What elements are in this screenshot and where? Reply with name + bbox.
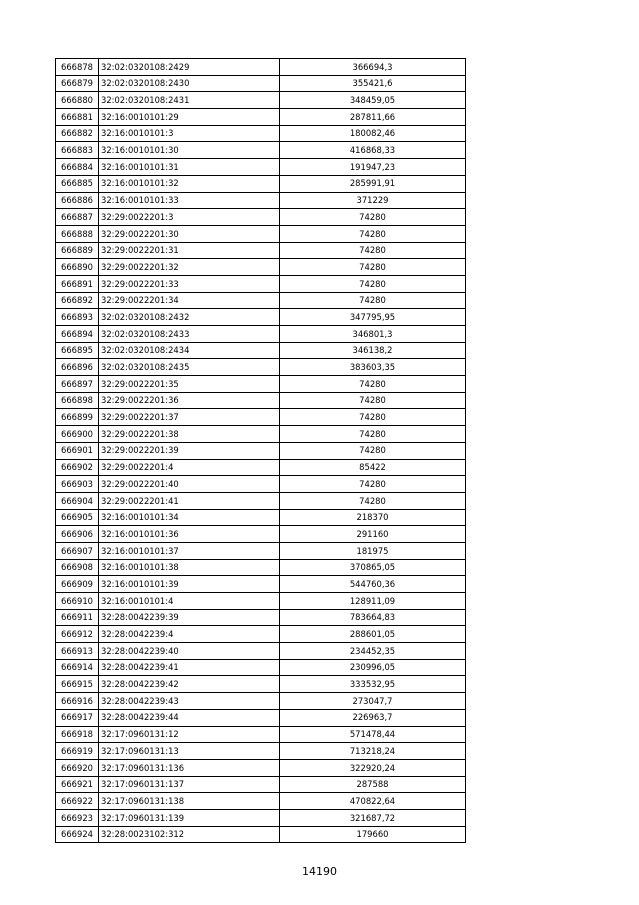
table-row xyxy=(56,626,466,643)
cadastral-number-cell: 32:16:0010101:29 xyxy=(99,109,280,126)
row-id-cell: 666890 xyxy=(56,259,99,276)
row-id-cell: 666892 xyxy=(56,292,99,309)
cadastral-number-cell: 32:16:0010101:30 xyxy=(99,142,280,159)
value-cell: 322920,24 xyxy=(280,759,466,776)
cadastral-number-cell: 32:28:0042239:43 xyxy=(99,693,280,710)
value-cell: 416868,33 xyxy=(280,142,466,159)
value-cell: 346801,3 xyxy=(280,326,466,343)
table-row xyxy=(56,659,466,676)
cadastral-number-cell: 32:02:0320108:2435 xyxy=(99,359,280,376)
value-cell: 74280 xyxy=(280,292,466,309)
row-id-cell: 666919 xyxy=(56,743,99,760)
cadastral-value-table xyxy=(55,58,466,843)
cadastral-number-cell: 32:29:0022201:32 xyxy=(99,259,280,276)
cadastral-number-cell: 32:28:0042239:41 xyxy=(99,659,280,676)
cadastral-number-cell: 32:29:0022201:35 xyxy=(99,376,280,393)
row-id-cell: 666920 xyxy=(56,759,99,776)
cadastral-number-cell: 32:29:0022201:36 xyxy=(99,392,280,409)
value-cell: 371229 xyxy=(280,192,466,209)
cadastral-number-cell: 32:16:0010101:36 xyxy=(99,526,280,543)
table-row xyxy=(56,209,466,226)
table-row xyxy=(56,376,466,393)
cadastral-number-cell: 32:02:0320108:2434 xyxy=(99,342,280,359)
cadastral-number-cell: 32:16:0010101:37 xyxy=(99,542,280,559)
value-cell: 74280 xyxy=(280,392,466,409)
row-id-cell: 666917 xyxy=(56,709,99,726)
value-cell: 291160 xyxy=(280,526,466,543)
value-cell: 179660 xyxy=(280,826,466,843)
value-cell: 128911,09 xyxy=(280,593,466,610)
cadastral-number-cell: 32:28:0023102:312 xyxy=(99,826,280,843)
row-id-cell: 666889 xyxy=(56,242,99,259)
row-id-cell: 666878 xyxy=(56,59,99,76)
cadastral-number-cell: 32:29:0022201:40 xyxy=(99,476,280,493)
value-cell: 74280 xyxy=(280,442,466,459)
row-id-cell: 666916 xyxy=(56,693,99,710)
value-cell: 355421,6 xyxy=(280,75,466,92)
row-id-cell: 666888 xyxy=(56,225,99,242)
value-cell: 85422 xyxy=(280,459,466,476)
table-row xyxy=(56,59,466,76)
table-row xyxy=(56,743,466,760)
table-row xyxy=(56,275,466,292)
table-row xyxy=(56,309,466,326)
value-cell: 230996,05 xyxy=(280,659,466,676)
row-id-cell: 666884 xyxy=(56,159,99,176)
table-row xyxy=(56,109,466,126)
row-id-cell: 666879 xyxy=(56,75,99,92)
row-id-cell: 666918 xyxy=(56,726,99,743)
table-row xyxy=(56,442,466,459)
row-id-cell: 666923 xyxy=(56,809,99,826)
table-row xyxy=(56,776,466,793)
table-row xyxy=(56,759,466,776)
table-row xyxy=(56,643,466,660)
cadastral-number-cell: 32:29:0022201:3 xyxy=(99,209,280,226)
row-id-cell: 666900 xyxy=(56,426,99,443)
table-row xyxy=(56,326,466,343)
value-cell: 287588 xyxy=(280,776,466,793)
value-cell: 287811,66 xyxy=(280,109,466,126)
value-cell: 783664,83 xyxy=(280,609,466,626)
table-row xyxy=(56,192,466,209)
row-id-cell: 666902 xyxy=(56,459,99,476)
row-id-cell: 666910 xyxy=(56,593,99,610)
table-row xyxy=(56,542,466,559)
table-row xyxy=(56,359,466,376)
table-row xyxy=(56,342,466,359)
cadastral-number-cell: 32:28:0042239:39 xyxy=(99,609,280,626)
row-id-cell: 666915 xyxy=(56,676,99,693)
cadastral-number-cell: 32:02:0320108:2430 xyxy=(99,75,280,92)
value-cell: 74280 xyxy=(280,376,466,393)
row-id-cell: 666898 xyxy=(56,392,99,409)
row-id-cell: 666894 xyxy=(56,326,99,343)
row-id-cell: 666912 xyxy=(56,626,99,643)
table-row xyxy=(56,826,466,843)
cadastral-number-cell: 32:16:0010101:34 xyxy=(99,509,280,526)
table-row xyxy=(56,175,466,192)
value-cell: 713218,24 xyxy=(280,743,466,760)
table-row xyxy=(56,75,466,92)
cadastral-number-cell: 32:16:0010101:4 xyxy=(99,593,280,610)
cadastral-number-cell: 32:16:0010101:38 xyxy=(99,559,280,576)
value-cell: 234452,35 xyxy=(280,643,466,660)
table-row xyxy=(56,392,466,409)
value-cell: 74280 xyxy=(280,426,466,443)
value-cell: 321687,72 xyxy=(280,809,466,826)
row-id-cell: 666882 xyxy=(56,125,99,142)
table-row xyxy=(56,259,466,276)
value-cell: 74280 xyxy=(280,242,466,259)
row-id-cell: 666921 xyxy=(56,776,99,793)
table-row xyxy=(56,526,466,543)
table-row xyxy=(56,142,466,159)
row-id-cell: 666904 xyxy=(56,492,99,509)
value-cell: 191947,23 xyxy=(280,159,466,176)
value-cell: 74280 xyxy=(280,409,466,426)
table-body xyxy=(56,59,466,843)
cadastral-number-cell: 32:16:0010101:32 xyxy=(99,175,280,192)
cadastral-number-cell: 32:17:0960131:139 xyxy=(99,809,280,826)
cadastral-number-cell: 32:16:0010101:31 xyxy=(99,159,280,176)
row-id-cell: 666885 xyxy=(56,175,99,192)
cadastral-number-cell: 32:29:0022201:30 xyxy=(99,225,280,242)
cadastral-number-cell: 32:17:0960131:137 xyxy=(99,776,280,793)
row-id-cell: 666886 xyxy=(56,192,99,209)
value-cell: 74280 xyxy=(280,225,466,242)
value-cell: 74280 xyxy=(280,492,466,509)
value-cell: 273047,7 xyxy=(280,693,466,710)
cadastral-number-cell: 32:29:0022201:38 xyxy=(99,426,280,443)
table-row xyxy=(56,242,466,259)
value-cell: 74280 xyxy=(280,476,466,493)
row-id-cell: 666913 xyxy=(56,643,99,660)
table-row xyxy=(56,793,466,810)
table-row xyxy=(56,509,466,526)
row-id-cell: 666880 xyxy=(56,92,99,109)
value-cell: 181975 xyxy=(280,542,466,559)
cadastral-number-cell: 32:29:0022201:31 xyxy=(99,242,280,259)
value-cell: 285991,91 xyxy=(280,175,466,192)
cadastral-number-cell: 32:28:0042239:44 xyxy=(99,709,280,726)
value-cell: 74280 xyxy=(280,209,466,226)
table-row xyxy=(56,426,466,443)
row-id-cell: 666924 xyxy=(56,826,99,843)
cadastral-number-cell: 32:28:0042239:42 xyxy=(99,676,280,693)
cadastral-number-cell: 32:02:0320108:2432 xyxy=(99,309,280,326)
value-cell: 366694,3 xyxy=(280,59,466,76)
row-id-cell: 666881 xyxy=(56,109,99,126)
cadastral-number-cell: 32:17:0960131:136 xyxy=(99,759,280,776)
table-row xyxy=(56,609,466,626)
table-row xyxy=(56,459,466,476)
row-id-cell: 666897 xyxy=(56,376,99,393)
table-row xyxy=(56,159,466,176)
table-row xyxy=(56,559,466,576)
value-cell: 333532,95 xyxy=(280,676,466,693)
table-row xyxy=(56,576,466,593)
table-row xyxy=(56,492,466,509)
value-cell: 226963,7 xyxy=(280,709,466,726)
cadastral-number-cell: 32:02:0320108:2429 xyxy=(99,59,280,76)
value-cell: 74280 xyxy=(280,259,466,276)
table-row xyxy=(56,676,466,693)
value-cell: 470822,64 xyxy=(280,793,466,810)
value-cell: 544760,36 xyxy=(280,576,466,593)
table-row xyxy=(56,726,466,743)
cadastral-number-cell: 32:28:0042239:4 xyxy=(99,626,280,643)
cadastral-number-cell: 32:29:0022201:33 xyxy=(99,275,280,292)
cadastral-number-cell: 32:29:0022201:4 xyxy=(99,459,280,476)
row-id-cell: 666909 xyxy=(56,576,99,593)
row-id-cell: 666922 xyxy=(56,793,99,810)
value-cell: 347795,95 xyxy=(280,309,466,326)
row-id-cell: 666905 xyxy=(56,509,99,526)
table-row xyxy=(56,693,466,710)
value-cell: 74280 xyxy=(280,275,466,292)
cadastral-number-cell: 32:17:0960131:13 xyxy=(99,743,280,760)
cadastral-number-cell: 32:16:0010101:39 xyxy=(99,576,280,593)
value-cell: 288601,05 xyxy=(280,626,466,643)
cadastral-number-cell: 32:16:0010101:3 xyxy=(99,125,280,142)
table-row xyxy=(56,225,466,242)
cadastral-number-cell: 32:02:0320108:2431 xyxy=(99,92,280,109)
table-row xyxy=(56,125,466,142)
value-cell: 346138,2 xyxy=(280,342,466,359)
row-id-cell: 666914 xyxy=(56,659,99,676)
page-number: 14190 xyxy=(302,865,337,878)
value-cell: 383603,35 xyxy=(280,359,466,376)
row-id-cell: 666896 xyxy=(56,359,99,376)
table-row xyxy=(56,709,466,726)
cadastral-number-cell: 32:29:0022201:34 xyxy=(99,292,280,309)
row-id-cell: 666911 xyxy=(56,609,99,626)
row-id-cell: 666907 xyxy=(56,542,99,559)
row-id-cell: 666887 xyxy=(56,209,99,226)
table-row xyxy=(56,593,466,610)
row-id-cell: 666901 xyxy=(56,442,99,459)
row-id-cell: 666906 xyxy=(56,526,99,543)
table-row xyxy=(56,409,466,426)
row-id-cell: 666908 xyxy=(56,559,99,576)
cadastral-number-cell: 32:29:0022201:39 xyxy=(99,442,280,459)
cadastral-number-cell: 32:16:0010101:33 xyxy=(99,192,280,209)
table-row xyxy=(56,292,466,309)
cadastral-number-cell: 32:29:0022201:37 xyxy=(99,409,280,426)
value-cell: 180082,46 xyxy=(280,125,466,142)
table-row xyxy=(56,92,466,109)
row-id-cell: 666903 xyxy=(56,476,99,493)
cadastral-number-cell: 32:02:0320108:2433 xyxy=(99,326,280,343)
row-id-cell: 666895 xyxy=(56,342,99,359)
row-id-cell: 666899 xyxy=(56,409,99,426)
value-cell: 571478,44 xyxy=(280,726,466,743)
value-cell: 348459,05 xyxy=(280,92,466,109)
row-id-cell: 666893 xyxy=(56,309,99,326)
row-id-cell: 666883 xyxy=(56,142,99,159)
table-row xyxy=(56,809,466,826)
cadastral-number-cell: 32:17:0960131:138 xyxy=(99,793,280,810)
cadastral-number-cell: 32:17:0960131:12 xyxy=(99,726,280,743)
cadastral-number-cell: 32:29:0022201:41 xyxy=(99,492,280,509)
row-id-cell: 666891 xyxy=(56,275,99,292)
value-cell: 218370 xyxy=(280,509,466,526)
cadastral-number-cell: 32:28:0042239:40 xyxy=(99,643,280,660)
value-cell: 370865,05 xyxy=(280,559,466,576)
table-row xyxy=(56,476,466,493)
